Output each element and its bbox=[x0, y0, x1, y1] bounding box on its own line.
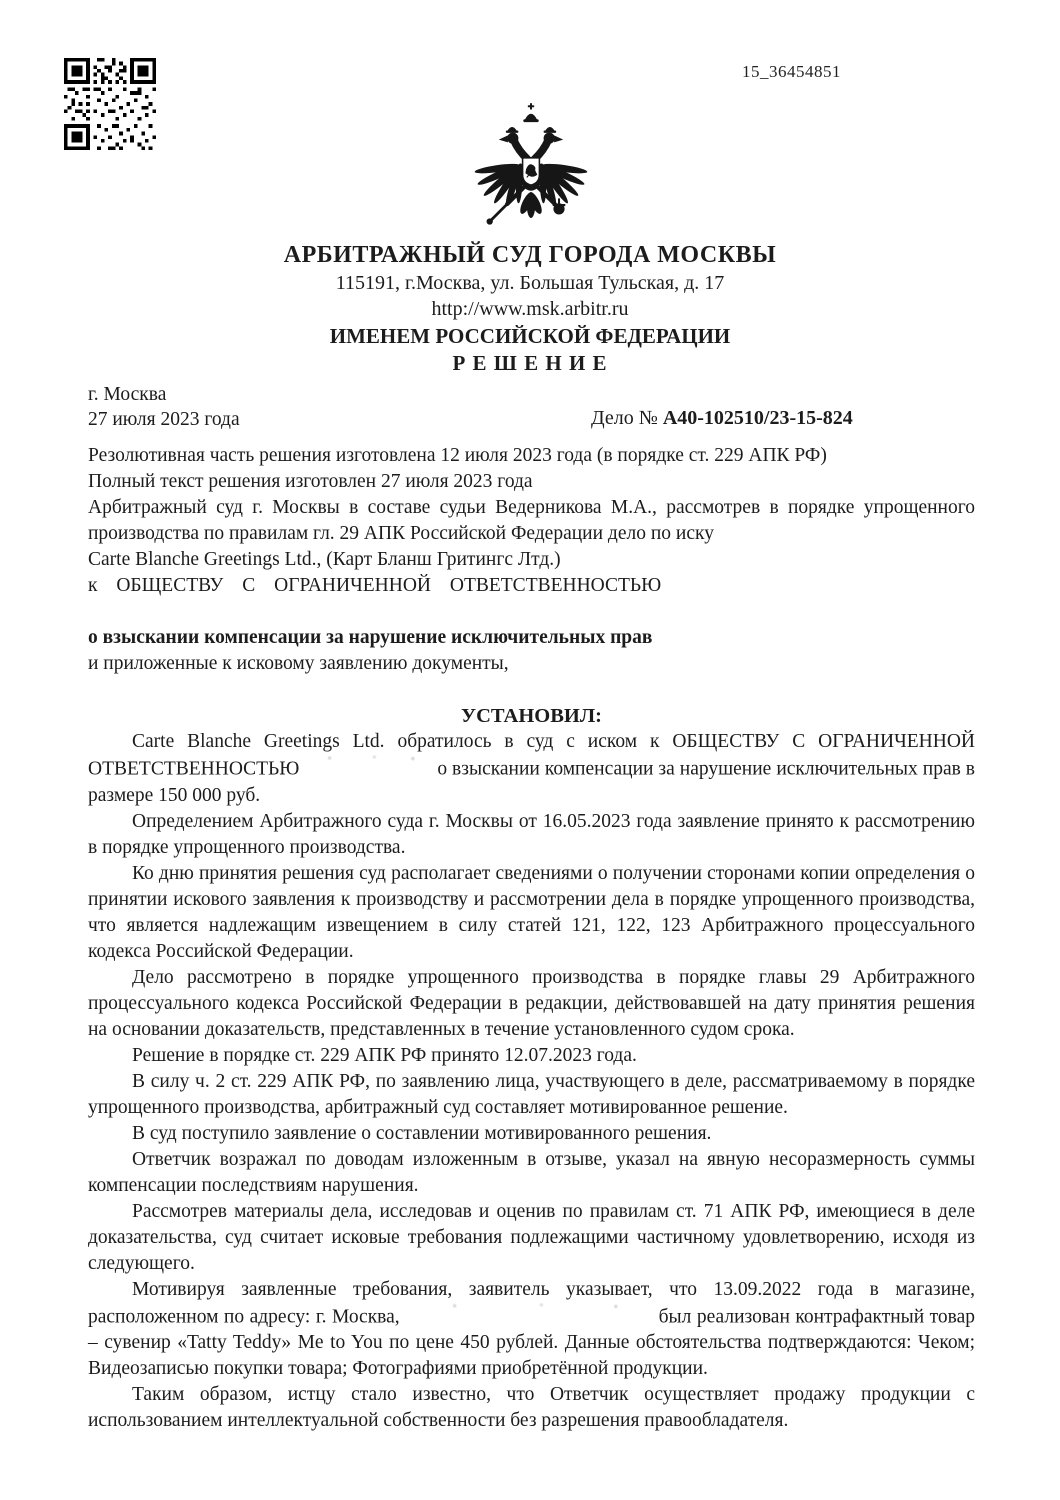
established-heading: УСТАНОВИЛ: bbox=[461, 705, 602, 727]
paragraph-defendant-objection: Ответчик возражал по доводам изложенным в отзыве, указал на явную несоразмерность суммы компенсации последствиям нарушения. bbox=[88, 1148, 975, 1196]
plaintiff-line: Carte Blanche Greetings Ltd., (Карт Бланш Гритингс Лтд.) bbox=[88, 549, 561, 570]
case-number-label: Дело № bbox=[591, 407, 663, 429]
letterhead bbox=[0, 242, 1060, 376]
paragraph-decision-date: Решение в порядке ст. 229 АПК РФ принято 12.07.2023 года. bbox=[132, 1044, 637, 1066]
decision-date: 27 июля 2023 года bbox=[88, 409, 240, 430]
paragraph-court-assessment: Рассмотрев материалы дела, исследовав и оценив по правилам ст. 71 АПК РФ, имеющиеся в деле доказательства, суд считает исковые требования подлежащими частичному удовлетворению, исходя из следующего. bbox=[88, 1200, 975, 1274]
paragraph-notification: Ко дню принятия решения суд располагает сведениями о получении сторонами копии определения о принятии искового заявления к производству и рассмотрении дела в порядке упрощенного производства, что является надлежащим извещением в силу статей 121, 122, 123 Арбитражного процессуального кодекса Российской Федерации. bbox=[88, 862, 975, 962]
paragraph-simplified-procedure: Дело рассмотрено в порядке упрощенного производства в порядке главы 29 Арбитражного процессуального кодекса Российской Федерации в редакции, действовавшей на дату принятия решения на основании доказательств, представленных в течение установленного судом срока. bbox=[88, 966, 975, 1040]
court-address: 115191, г.Москва, ул. Большая Тульская, д. 17 bbox=[335, 272, 725, 294]
case-number-value: А40-102510/23-15-824 bbox=[662, 407, 853, 429]
redacted-store-address bbox=[405, 1303, 653, 1323]
document-number: 15_36454851 bbox=[742, 62, 841, 81]
decision-title: Р Е Ш Е Н И Е bbox=[452, 351, 608, 375]
defendant-line: к ОБЩЕСТВУ С ОГРАНИЧЕННОЙ ОТВЕТСТВЕННОСТЬЮ bbox=[88, 575, 662, 596]
court-composition-paragraph: Арбитражный суд г. Москвы в составе судьи Ведерникова М.А., рассмотрев в порядке упрощенного производства по правилам гл. 29 АПК Российской Федерации дело по иску bbox=[88, 497, 975, 544]
in-the-name-line: ИМЕНЕМ РОССИЙСКОЙ ФЕДЕРАЦИИ bbox=[329, 324, 731, 348]
redacted-defendant-name bbox=[304, 755, 432, 775]
attachments-line: и приложенные к исковому заявлению документы, bbox=[88, 653, 509, 674]
paragraph-claim-filed: Carte Blanche Greetings Ltd. обратилось в суд с иском к ОБЩЕСТВУ С ОГРАНИЧЕННОЙ ОТВЕТСТВЕННОСТЬЮ о взыскании компенсации за нарушение исключительных прав в размере 150 000 руб. bbox=[88, 731, 976, 806]
paragraph-application-received: В суд поступило заявление о составлении мотивированного решения. bbox=[132, 1122, 712, 1144]
paragraph-motivated-decision-rule: В силу ч. 2 ст. 229 АПК РФ, по заявлению лица, участвующего в деле, рассматриваемому в порядке упрощенного производства, арбитражный суд составляет мотивированное решение. bbox=[88, 1070, 975, 1118]
resolutive-part-line: Резолютивная часть решения изготовлена 12 июля 2023 года (в порядке ст. 229 АПК РФ) bbox=[88, 445, 827, 466]
russia-coat-of-arms-icon bbox=[461, 98, 601, 240]
blank-line bbox=[88, 677, 975, 703]
paragraph-conclusion: Таким образом, истцу стало известно, что Ответчик осуществляет продажу продукции с использованием интеллектуальной собственности без разрешения правообладателя. bbox=[88, 1384, 975, 1431]
court-website: http://www.msk.arbitr.ru bbox=[431, 298, 629, 320]
court-name: АРБИТРАЖНЫЙ СУД ГОРОДА МОСКВЫ bbox=[283, 242, 777, 268]
city-line: г. Москва bbox=[88, 384, 167, 405]
blank-line bbox=[88, 599, 975, 625]
qr-code bbox=[64, 58, 156, 150]
paragraph-purchase-facts: Мотивируя заявленные требования, заявитель указывает, что 13.09.2022 года в магазине, расположенном по адресу: г. Москва, был реализован контрафактный товар – сувенир «Tatty Teddy» Me to You по цене 450 рублей. Данные обстоятельства подтверждаются: Чеком; Видеозаписью покупки товара; Фотографиями приобретённой продукции. bbox=[88, 1278, 976, 1379]
claim-subject-line: о взыскании компенсации за нарушение исключительных прав bbox=[88, 627, 653, 648]
full-text-line: Полный текст решения изготовлен 27 июля 2023 года bbox=[88, 471, 533, 492]
case-number bbox=[591, 407, 853, 430]
paragraph-ruling-accepted: Определением Арбитражного суда г. Москвы от 16.05.2023 года заявление принято к рассмотрению в порядке упрощенного производства. bbox=[88, 810, 975, 858]
decision-body bbox=[88, 443, 975, 1434]
